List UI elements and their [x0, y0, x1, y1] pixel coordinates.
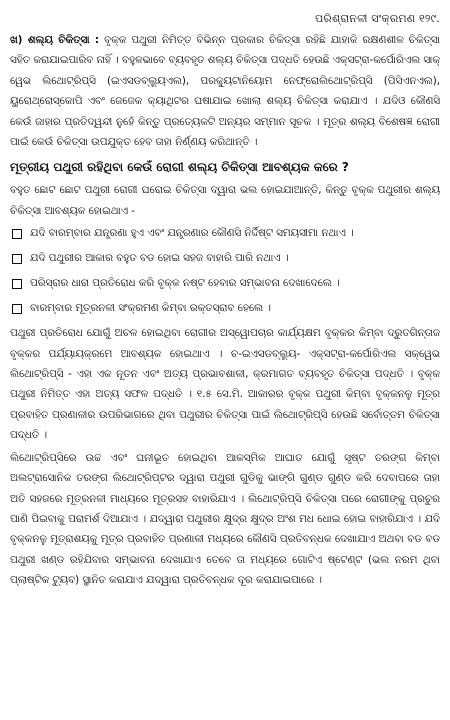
checklist-item-text: ଯଦି ବାରମ୍ବାର ଯନ୍ତ୍ରଣା ହୁଏ ଏବଂ ଯନ୍ତ୍ରଣାର କୌଣସି ନିର୍ଦ୍ଦିଷ୍ଟ ସମୟସୀମା ନଥାଏ ।	[30, 227, 354, 240]
procedure-paragraph: ଲିଥୋଟ୍ରିପ୍‌ସିରେ ଉଚ୍ଚ ଏବଂ ଘନୀଭୂତ ହୋଇଥିବା ଆକସ୍ମିକ ଆଘାତ ଯୋଗୁଁ ସୃଷ୍ଟ ତରଙ୍ଗ କିମ୍ବା ଅଲଟ୍ରାସୋନିକ ତରଙ୍ଗ ଲିଥୋଟ୍ରିପ୍ଟର ଦ୍ୱାରା ପଥୁରୀ ଗୁଡିକୁ ଭାଙ୍ଗି ଗୁଣ୍ଡ ଗୁଣ୍ଡ କରି ଦେବାପରେ ତାହା ଅତି ସହଜରେ ମୂତ୍ରନଳୀ ମାଧ୍ୟରେ ମୂତ୍ରସହ ବାହାରିଯାଏ । ଲିଥୋଟ୍ରିପ୍‌ସି ଚିକିତ୍ସା ପରେ ରୋଗୀଙ୍କୁ ପ୍ରଚୁର ପାଣି ପିଇବାକୁ ପରାମର୍ଶ ଦିଆଯାଏ । ଯଦ୍ୱାରା ପଥୁରୀର କ୍ଷୁଦ୍ର କ୍ଷୁଦ୍ର ଅଂଶ ମଧ ଧୋଇ ହୋଇ ବାହାରିଯାଏ । ଯଦି ବୃକ୍କନଳୁ ମୂତ୍ରାଶୟକୁ ମୂତ୍ର ପ୍ରବାହିତ ପ୍ରଣାଳୀ ମଧ୍ୟରେ କୌଣସି ପ୍ରତିବନ୍ଧକ ଦେଖାଯାଏ ଅଥବା ବଡ ବଡ ପଥୁରୀ ଖଣ୍ଡ ରହିଯିବାର ସମ୍ଭାବନା ଦେଖାଯାଏ ତେବେ ତା ମଧ୍ୟରେ ଗୋଟିଏ ଷ୍ଟେଣ୍ଟ (ଭଲ ନରମ ଥିବା ପ୍ଲାଷ୍ଟିକ ଟ୍ୟୁବ) ସ୍ଥାନିତ କରାଯାଏ ଯଦ୍ୱାରା ପ୍ରତିବନ୍ଧକ ଦୂର କରାଯାଇପାରେ ।	[10, 451, 440, 587]
checklist-item-text: ଯଦି ପଥୁରୀର ଆକାର ବହୁତ ବଡ ହୋଇ ସହଜ ବାହାରି ପାରି ନଥାଏ ।	[30, 252, 289, 265]
checklist-item	[10, 271, 440, 296]
question-heading: ମୂତ୍ରୀୟ ପଥୁରୀ ରହିଥିବା କେଉଁ ରୋଗୀ ଶଲ୍ୟ ଚିକିତ୍ସା ଆବଶ୍ୟକ କରେ ?	[10, 160, 349, 175]
surgery-section-label: ଖ) ଶଲ୍ୟ ଚିକିତ୍ସା :	[10, 34, 100, 46]
checkbox-icon	[12, 229, 22, 239]
checklist-item	[10, 246, 440, 271]
checklist-item-text: ବାରମ୍ବାର ମୂତ୍ରନଳୀ ସଂକ୍ରମଣ କିମ୍ବା ରକ୍ତସ୍ରାବ ହେଲେ ।	[30, 302, 271, 315]
surgery-intro-paragraph	[10, 30, 440, 152]
checkbox-icon	[12, 279, 22, 289]
intro-text: ବହୁତ ଛୋଟ ଛୋଟ ପଥୁରୀ ରୋଗୀ ଘରୋଇ ଚିକିତ୍ସା ଦ୍ୱାରା ଭଲ ହୋଇଯାଆନ୍ତି, କିନ୍ତୁ ବୃକ୍କ ପଥୁରୀର ଶଲ୍ୟ ଚିକିତ୍ସା ଆବଶ୍ୟକ ହୋଇଥାଏ -	[10, 184, 440, 217]
lithotripsy-paragraph: ପଥୁରୀ ପ୍ରତିରୋଧ ଯୋଗୁଁ ଅଚଳ ହୋଇଥିବା ରୋଗୀର ଅସ୍ୱୋପଚାର କାର୍ଯ୍ୟକ୍ଷମ ବୃକ୍କର କିମ୍ବା ଦ୍ରୁତଗିନ୍ତାଜ ବୃକ୍କର ପର୍ଯ୍ୟାୟକ୍ରମେ ଆବଶ୍ୟକ ହୋଇଥାଏ । ଚ-ଇଏସଡବ୍ଲ୍ୟୁ- ଏକ୍ସଟ୍ରା-କର୍ପୋରିଏଲ ସକ୍‌ୱେଭ ଲିଥୋଟ୍ରିପ୍‌ସି - ଏହା ଏକ ନୂତନ ଏବଂ ଅତ୍ୟ ପ୍ରଭାବଶାଳୀ, କ୍ରମାଗତ ବ୍ୟବହୃତ ଚିକିତ୍ସା ପଦ୍ଧତି । ବୃକ୍କ ପଥୁରୀ ନିମିତ୍ତ ଏହା ଅତ୍ୟ ସଫଳ ପଦ୍ଧତି । ୧.୫ ସେ.ମି. ଆକାରର ବୃକ୍କ ପଥୁରୀ କିମ୍ବା ବୃକ୍କନଳୁ ମୂତ୍ର ପ୍ରବାହିତ ପ୍ରଣାଳୀର ଉପରିଭାଗରେ ଥିବା ପଥୁରୀର ଚିକିତ୍ସା ପାଇଁ ଲିଥୋଟ୍ରିପ୍‌ସି ହେଉଛି ସର୍ବୋତ୍ତମ ଚିକିତ୍ସା ପଦ୍ଧତି ।	[10, 327, 440, 442]
surgery-section-text: ବୃକ୍କ ପଥୁରୀ ନିମିତ୍ତ ବିଭିନ୍ନ ପ୍ରକାର ଚିକିତ୍ସା ରହିଛି ଯାହାକି ରକ୍ଷଣଶୀଳ ଚିକିତ୍ସା ସହିତ କରାଯାଇପାରିବ ନାହିଁ । ବହୁଳଭାବେ ବ୍ୟବହୃତ ଶଲ୍ୟ ଚିକିତ୍ସା ପଦ୍ଧତି ହେଉଛି ଏକ୍ସଟ୍ରା-କର୍ପୋରିଏଲ ସାକ୍ ୱେଭ ଲିଥୋଟ୍ରିପ୍‌ସି (ଇଏସଡବ୍ଲ୍ୟୁଏଲ), ପରକ୍ୟୁଟାନିୟୋମ ନେଫ୍ରୋଲିଥୋଟ୍ରିପ୍‌ସି (ପିସିଏନଏଲ), ୟୁରୋଥ୍ରୋସ୍କୋପି ଏବଂ ଜେଜେକ କ୍ୟାଥିଟର ଘଷାଯାଇ ଖୋଲା ଶଲ୍ୟ ଚିକିତ୍ସା କରାଯାଏ । ଯଦିଓ କୌଣସି କେଉଁ ଜାହାର ପ୍ରତିଦ୍ୱନ୍ଦୀ ନୁହେଁ କିନ୍ତୁ ପ୍ରତ୍ୟେକଟି ଅନ୍ୟର ସମ୍ମାନ ସୂଚକ । ମୂତ୍ର ଶଲ୍ୟ ବିଶେଷଜ୍ଞ ରୋଗୀ ପାଇଁ କେଉଁ ଚିକିତ୍ସା ଉପଯୁକ୍ତ ହେବ ତାହା ନିର୍ଣ୍ଣୟ କରିଥାନ୍ତି ।	[10, 34, 440, 149]
conditions-checklist	[10, 221, 440, 321]
checkbox-icon	[12, 254, 22, 264]
checklist-item	[10, 296, 440, 321]
running-header: ପରିଶ୍ରାନଳୀ ସଂକ୍ରମଣ ୧୨୯.	[315, 12, 440, 25]
checkbox-icon	[12, 304, 22, 314]
checklist-item	[10, 221, 440, 246]
checklist-item-text: ପରିସ୍ରାର ଧାରା ପ୍ରତିରୋଧ କରି ବୃକ୍କ ନଷ୍ଟ ହେବାର ସମ୍ଭାବନା ଦେଖାଦେଲେ ।	[30, 277, 340, 290]
